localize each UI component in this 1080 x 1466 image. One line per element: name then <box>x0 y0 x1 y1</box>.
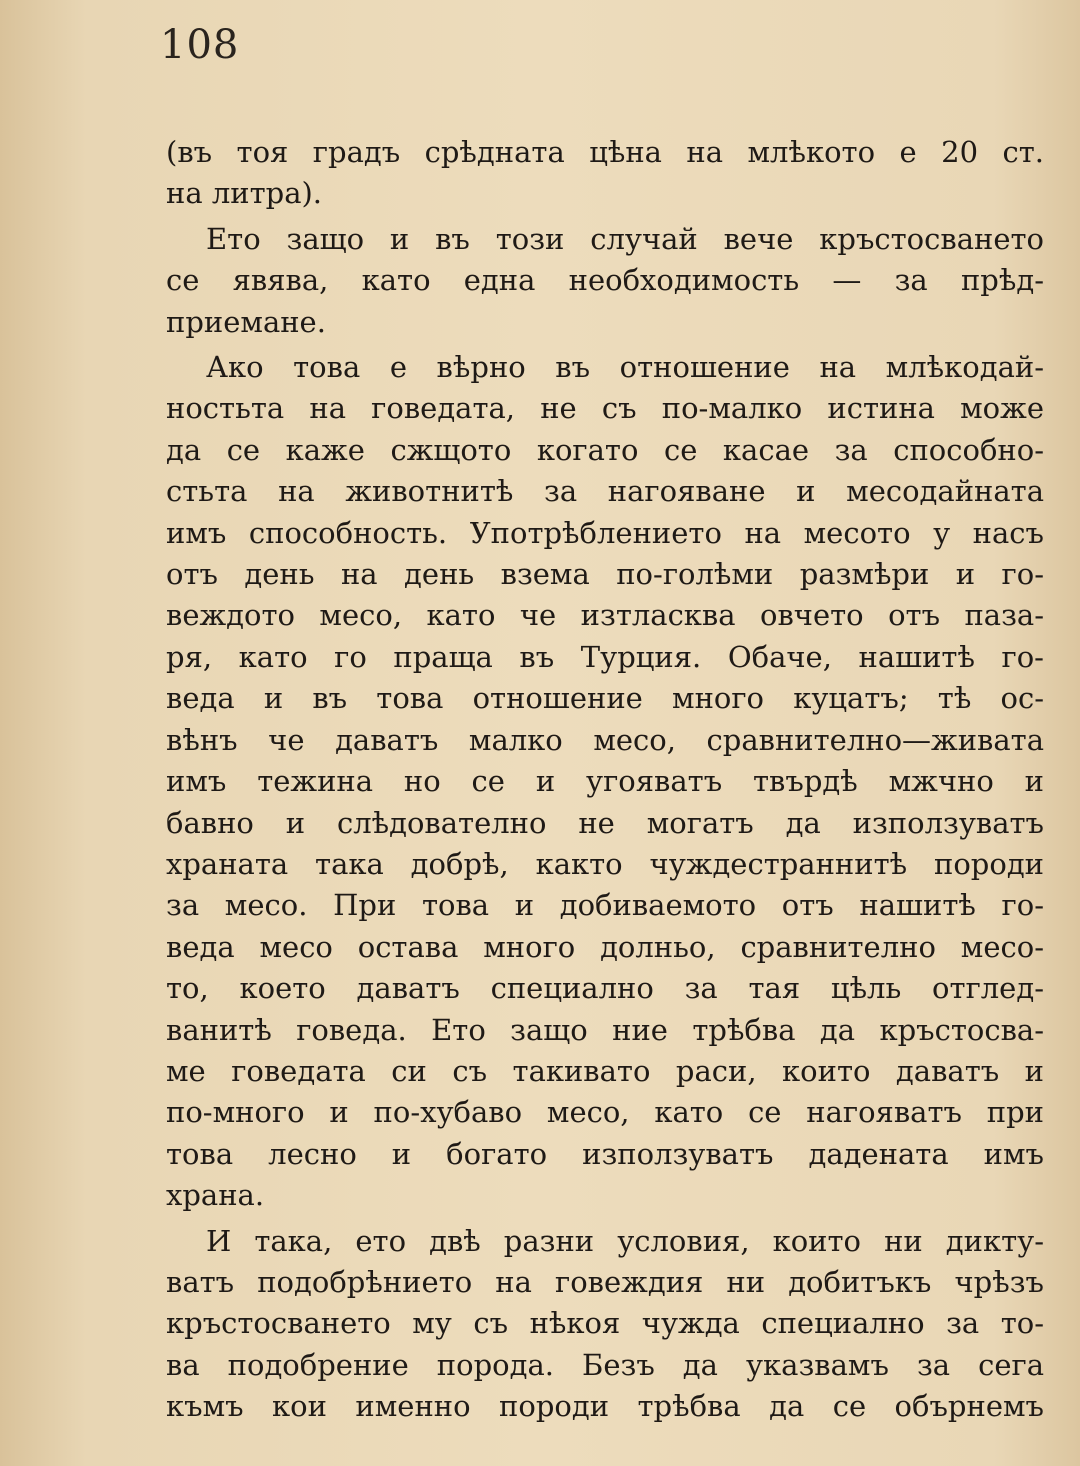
text-line: имъ способность. Употрѣблението на месото у насъ <box>166 515 1044 550</box>
text-line: ванитѣ говеда. Ето защо ние трѣбва да кръстосва- <box>166 1012 1044 1047</box>
text-line: по-много и по-хубаво месо, като се нагояватъ при <box>166 1095 1044 1130</box>
text-line: храната така добрѣ, както чуждестраннитѣ породи <box>166 846 1044 881</box>
text-line: ва подобрение порода. Безъ да указвамъ за сега <box>166 1347 1044 1382</box>
text-line: Ето защо и въ този случай вече кръстосването <box>206 221 1044 256</box>
paragraph-1 <box>166 132 1044 215</box>
text-line: (въ тоя градъ срѣдната цѣна на млѣкото е 20 ст. <box>166 135 1044 169</box>
paragraph-2 <box>166 219 1044 343</box>
text-line: имъ тежина но се и угояватъ твърдѣ мжчно и <box>166 764 1044 799</box>
text-line: то, което даватъ специално за тая цѣль отглед- <box>166 971 1044 1006</box>
text-line: кръстосването му съ нѣкоя чужда специално за то- <box>166 1306 1044 1341</box>
text-line: това лесно и богато използуватъ дадената имъ <box>166 1136 1044 1171</box>
text-line: И така, ето двѣ разни условия, които ни дикту- <box>206 1223 1044 1258</box>
text-line: ря, като го праща въ Турция. Обаче, нашитѣ го- <box>166 639 1044 674</box>
text-line: веждото месо, като че изтласква овчето отъ паза- <box>166 598 1044 633</box>
text-line: вѣнъ че даватъ малко месо, сравнително—живата <box>166 722 1044 757</box>
text-line: Ако това е вѣрно въ отношение на млѣкодай- <box>206 350 1044 385</box>
text-line: веда месо остава много долньо, сравнително месо- <box>166 929 1044 964</box>
text-line: бавно и слѣдователно не могатъ да използуватъ <box>166 805 1044 840</box>
paragraph-4 <box>166 1221 1044 1428</box>
body-text <box>166 132 1044 1428</box>
text-line: на литра). <box>166 176 323 211</box>
text-line: къмъ кои именно породи трѣбва да се обърнемъ <box>166 1389 1044 1424</box>
text-line: се явява, като една необходимость — за прѣд- <box>166 263 1044 298</box>
text-line: да се каже сжщото когато се касае за способно- <box>166 432 1044 467</box>
page-number: 108 <box>160 22 240 68</box>
text-line: ностьта на говедата, не съ по-малко истина може <box>166 391 1044 426</box>
text-line: стьта на животнитѣ за нагояване и месодайната <box>166 474 1044 509</box>
text-line: ме говедата си съ такивато раси, които даватъ и <box>166 1053 1044 1088</box>
text-line: приемане. <box>166 304 326 339</box>
text-line: отъ день на день взема по-голѣми размѣри и го- <box>166 557 1044 592</box>
text-line: храна. <box>166 1178 265 1213</box>
paragraph-3 <box>166 347 1044 1217</box>
text-line: веда и въ това отношение много куцатъ; тѣ ос- <box>166 681 1044 716</box>
text-line: ватъ подобрѣнието на говеждия ни добитъкъ чрѣзъ <box>166 1264 1044 1299</box>
text-line: за месо. При това и добиваемото отъ нашитѣ го- <box>166 888 1044 923</box>
